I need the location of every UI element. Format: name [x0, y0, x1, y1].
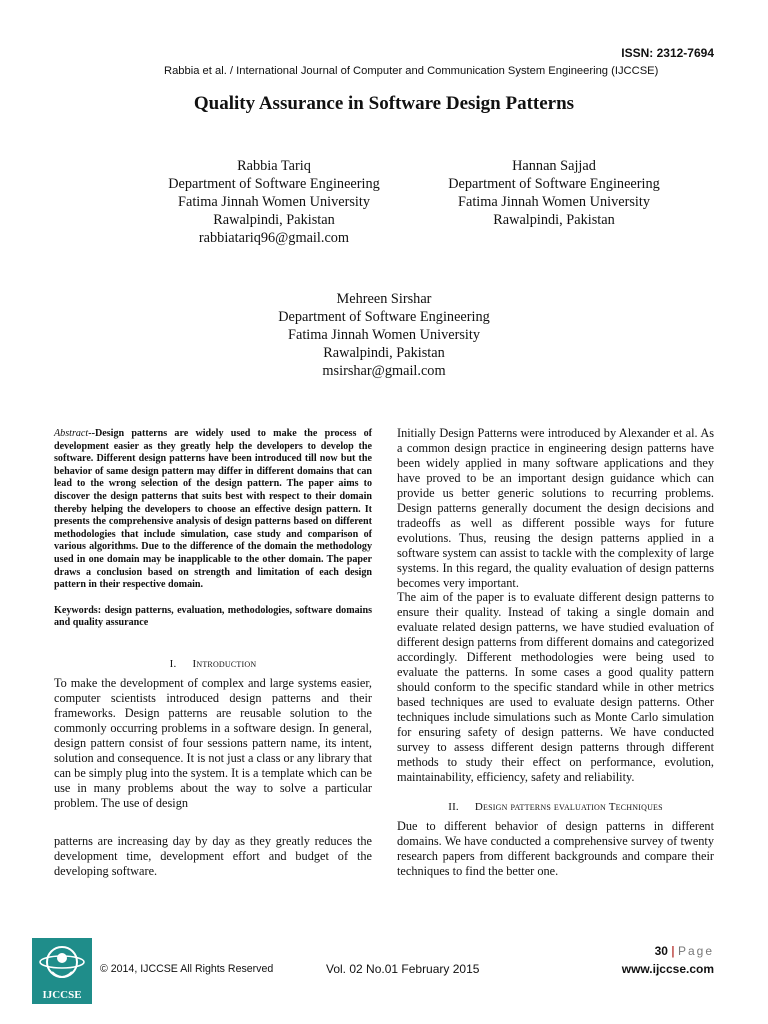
logo-emblem-icon: [32, 938, 92, 1004]
section-title: Introduction: [192, 657, 257, 670]
section-heading-evaluation: [397, 801, 714, 813]
journal-header: Rabbia et al. / International Journal of Computer and Communication System Engineering (IJCCSE): [164, 65, 659, 77]
page-number: [655, 944, 714, 958]
right-paragraph-2: The aim of the paper is to evaluate different design patterns to ensure their quality. Instead of taking a single domain and evaluate related design patterns, we have studied evaluation of different design patterns from different domains and categorized accordingly. Different methodologies were being used to evaluate the patterns. In some cases a good quality pattern should conform to the specific standard while in other metrics based techniques are used to evaluate design patterns. Other techniques include simulations such as Monte Carlo simulation for ensuring safety of design patterns. We have conducted survey to assess different design patterns through different methods to study their effect on performance, evolution, maintainability, efficiency, safety and reliability.: [397, 590, 714, 784]
right-paragraph-1: Initially Design Patterns were introduced by Alexander et al. As a common design practice in engineering design patterns have been widely applied in many software applications and they have proved to be an important design guidance which can provide us better generic solutions to recurring problems. Design patterns generally document the design decisions and tradeoffs as well as different possible ways for future evolutions. Thus, reusing the design patterns applied in a software system can assist to tackle with the complexity of large systems. In this regard, the quality evaluation of design patterns becomes very important.: [397, 426, 714, 590]
author-university: Fatima Jinnah Women University: [178, 194, 370, 210]
author-name: Rabbia Tariq: [237, 158, 311, 174]
author-location: Rawalpindi, Pakistan: [323, 345, 445, 361]
logo-text: IJCCSE: [42, 989, 82, 1001]
left-column: [54, 428, 372, 879]
author-email: msirshar@gmail.com: [322, 363, 446, 379]
copyright-text: © 2014, IJCCSE All Rights Reserved: [100, 963, 274, 975]
author-email: rabbiatariq96@gmail.com: [198, 230, 350, 246]
author-block-3: [184, 290, 584, 380]
author-location: Rawalpindi, Pakistan: [493, 212, 615, 228]
section-title: Design patterns evaluation Techniques: [474, 800, 663, 813]
introduction-paragraph-2: patterns are increasing day by day as they greatly reduces the development time, development effort and budget of the developing software.: [54, 834, 372, 879]
section-heading-introduction: [54, 658, 372, 670]
page-number-value: 30: [654, 944, 668, 958]
issn-label: ISSN: 2312-7694: [621, 46, 714, 60]
paper-title: Quality Assurance in Software Design Patterns: [193, 93, 575, 114]
volume-info: Vol. 02 No.01 February 2015: [326, 962, 480, 976]
section-number: II.: [448, 800, 459, 813]
abstract-label: Abstract: [54, 428, 89, 439]
author-university: Fatima Jinnah Women University: [458, 194, 650, 210]
author-department: Department of Software Engineering: [448, 176, 660, 192]
author-university: Fatima Jinnah Women University: [288, 327, 480, 343]
page-separator: |: [671, 944, 675, 958]
author-name: Hannan Sajjad: [512, 158, 596, 174]
journal-logo: [32, 938, 92, 1004]
author-name: Mehreen Sirshar: [336, 291, 432, 307]
abstract-text: --Design patterns are widely used to make the process of development easier as they greatly help the developers to develop the software. Different design patterns have been introduced till now but the behavior of same design pattern may differ in different domains that can lead to the wrong selection of the design pattern. The paper aims to discover the design patterns that suits best with respect to their domain thereby helping the developers to choose an effective design pattern. It presents the comprehensive analysis of design patterns based on different methodologies that include simulation, case study and comparison of various algorithms. Due to the difference of the domain the methodology used in one domain may be inapplicable to the other domain. The paper draws a conclusion based on strength and limitation of each design pattern in their respective domain.: [54, 428, 372, 591]
right-column: [397, 426, 714, 879]
website-url: www.ijccse.com: [621, 962, 714, 976]
keywords: Keywords: design patterns, evaluation, methodologies, software domains and quality assurance: [54, 604, 372, 629]
abstract: [54, 428, 372, 592]
section-number: I.: [169, 657, 177, 670]
author-department: Department of Software Engineering: [168, 176, 380, 192]
evaluation-paragraph-1: Due to different behavior of design patterns in different domains. We have conducted a comprehensive survey of twenty research papers from different backgrounds and compare their techniques to find the better one.: [397, 818, 714, 878]
introduction-paragraph-1: To make the development of complex and large systems easier, computer scientists introduced design patterns and their frameworks. Design patterns are reusable solution to the commonly occurring problems in a software design. In general, design pattern consist of four sessions pattern name, its intent, solution and consequence. It is not just a class or any library that can be simply plug into the system. It is a template which can be use in many problems about the way to solve a particular problem. The use of design: [54, 675, 372, 810]
author-department: Department of Software Engineering: [278, 309, 490, 325]
author-block-2: [354, 157, 754, 229]
author-location: Rawalpindi, Pakistan: [213, 212, 335, 228]
page-label: Page: [677, 944, 714, 958]
